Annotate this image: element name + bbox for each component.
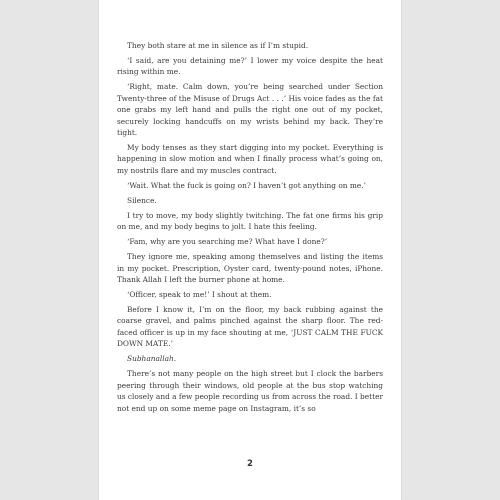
- paragraph: ‘I said, are you detaining me?’ I lower my voice despite the heat rising within me.: [117, 56, 383, 77]
- paragraph: ‘Fam, why are you searching me? What have I done?’: [127, 237, 328, 247]
- paragraph: My body tenses as they start digging into my pocket. Everything is happening in slow motion and when I finally process what’s going on, my nostrils flare and my muscles contract.: [117, 143, 383, 175]
- paragraph: ‘Wait. What the fuck is going on? I haven’t got anything on me.’: [127, 180, 366, 190]
- paragraph: I try to move, my body slightly twitching. The fat one firms his grip on me, and my body begins to jolt. I hate this feeling.: [117, 210, 383, 232]
- paragraph: There’s not many people on the high street but I clock the barbers peering through their windows, old people at the bus stop watching us closely and a few people recording us from across the road. I better not end up on some meme page on Instagram, it’s so: [117, 369, 383, 413]
- paragraph: ‘Officer, speak to me!’ I shout at them.: [127, 290, 272, 300]
- book-page: [99, 0, 401, 500]
- paragraph: They both stare at me in silence as if I’m stupid.: [127, 41, 309, 50]
- paragraph: ‘Right, mate. Calm down, you’re being searched under Section Twenty-three of the Misuse of Drugs Act . . .’ His voice fades as the fat one grabs my left hand and pulls the right one out of my pocket, securely locking handcuffs on my wrists behind my back. They’re tight.: [117, 82, 383, 138]
- paragraph: They ignore me, speaking among themselves and listing the items in my pocket. Prescription, Oyster card, twenty-pound notes, iPhone. Thank Allah I left the burner phone at home.: [117, 252, 383, 285]
- page-number: 2: [247, 459, 253, 469]
- paragraph: Silence.: [127, 195, 157, 205]
- body-text: [117, 40, 383, 418]
- paragraph: Subhanallah.: [127, 354, 177, 364]
- paragraph: Before I know it, I’m on the floor, my back rubbing against the coarse gravel, and palms pinched against the sharp floor. The red-faced officer is up in my face shouting at me, ‘JUST CALM THE FUCK DOWN MATE.’: [117, 305, 383, 349]
